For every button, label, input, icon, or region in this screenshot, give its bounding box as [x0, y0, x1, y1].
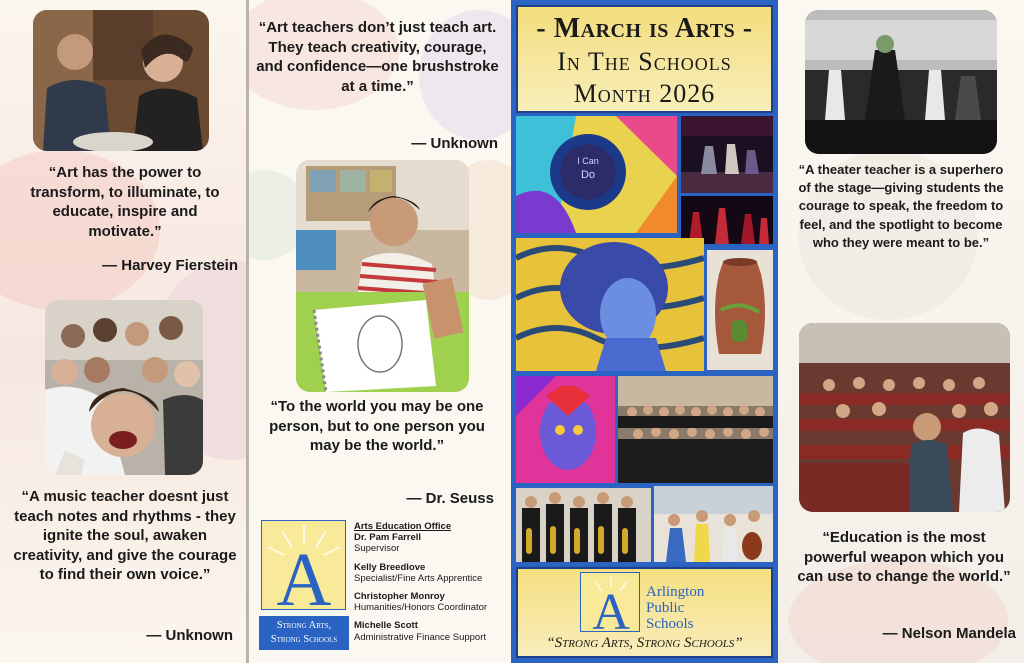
photo-band-saxophones [516, 488, 651, 562]
org-name [646, 585, 704, 632]
aps-logo [580, 572, 640, 632]
photo-orchestra-class [654, 486, 773, 562]
quote-attribution: — Dr. Seuss [406, 490, 494, 507]
photo-theater-performance [805, 10, 997, 154]
quote-nelson-mandela: “Education is the most powerful weapon which you can use to change the world.” [797, 529, 1011, 585]
staff-name: Kelly Breedlove [354, 561, 426, 573]
quote-attribution: — Nelson Mandela [882, 625, 1016, 642]
title-banner [516, 5, 773, 113]
quote-art-teachers: “Art teachers don’t just teach art. They teach creativity, courage, and confidence—one brushstroke at a time.” [256, 19, 499, 95]
quote-attribution: — Unknown [146, 627, 233, 644]
photo-dance-performance [681, 196, 773, 244]
org-name-line: Public [646, 599, 685, 616]
quote-attribution: — Unknown [411, 135, 498, 152]
right-panel [778, 0, 1024, 663]
staff-role: Administrative Finance Support [354, 631, 487, 643]
org-name-line: Arlington [646, 584, 705, 600]
quote-theater-teacher: “A theater teacher is a superhero of the stage—giving students the courage to speak, the freedom to feel, and the spotlight to become who they were meant to be.” [798, 162, 1004, 250]
svg-text:Do: Do [580, 169, 596, 181]
staff-role: Humanities/Honors Coordinator [354, 602, 488, 614]
photo-stage-performance [681, 116, 773, 193]
photo-auditorium-students [799, 323, 1010, 512]
staff-heading: Arts Education Office [354, 521, 452, 532]
photo-choir [618, 376, 773, 483]
quote-dr-seuss: “To the world you may be one person, but to one person you may be the world.” [269, 398, 485, 454]
logo-tagline-line: Strong Schools [270, 633, 338, 645]
artwork-portrait-painting [516, 238, 704, 371]
staff-role: Specialist/Fine Arts Apprentice [354, 572, 483, 584]
photo-student-drawing [296, 160, 469, 392]
artwork-swirl-painting [516, 116, 677, 233]
svg-text:A: A [592, 584, 630, 632]
center-panel [511, 0, 778, 663]
slogan: “Strong Arts, Strong Schools” [546, 635, 743, 651]
left-panel [0, 0, 247, 663]
staff-name: Dr. Pam Farrell [354, 532, 422, 544]
staff-directory [354, 521, 487, 643]
staff-name: Michelle Scott [354, 620, 418, 632]
title-line: - March is Arts - [536, 13, 753, 44]
title-line: Month 2026 [573, 79, 716, 108]
title-line: In The Schools [557, 47, 732, 76]
svg-text:I Can: I Can [577, 156, 599, 166]
org-name-line: Schools [646, 615, 694, 632]
artwork-pink-portrait [516, 376, 615, 483]
footer-banner [516, 567, 773, 658]
staff-role: Supervisor [354, 543, 400, 555]
logo-tagline-line: Strong Arts, [276, 620, 332, 631]
aps-logo [261, 520, 346, 610]
logo-tagline-box [259, 616, 349, 650]
quote-art-power: “Art has the power to transform, to illuminate, to educate, inspire and motivate.” [30, 164, 220, 240]
quote-attribution: — Harvey Fierstein [102, 257, 238, 274]
photo-music-class-group [45, 300, 203, 475]
artwork-ceramic-vase [707, 250, 773, 370]
photo-ceramics-class [33, 10, 209, 151]
quote-music-teacher: “A music teacher doesnt just teach notes and rhythms - they ignite the soul, awaken creativity, and give the courage to find their own voice.” [13, 488, 237, 583]
staff-name: Christopher Monroy [354, 591, 445, 603]
svg-text:A: A [276, 538, 332, 610]
